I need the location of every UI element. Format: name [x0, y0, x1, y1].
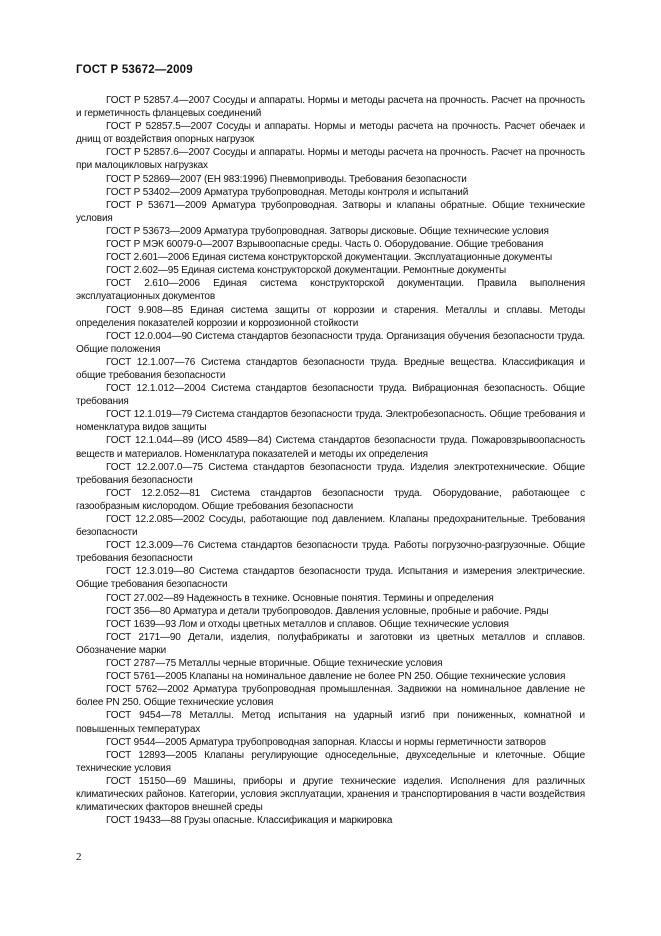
reference-entry: ГОСТ 12.1.019—79 Система стандартов безопасности труда. Электробезопасность. Общие требования и номенклатура видов защиты: [76, 409, 585, 434]
reference-entry: ГОСТ Р 52857.6—2007 Сосуды и аппараты. Нормы и методы расчета на прочность. Расчет на прочность при малоцикловых нагрузках: [76, 147, 585, 172]
reference-entry: ГОСТ 1639—93 Лом и отходы цветных металлов и сплавов. Общие технические условия: [106, 618, 509, 630]
reference-entry: ГОСТ 2.601—2006 Единая система конструкторской документации. Эксплуатационные документы: [106, 252, 553, 264]
reference-entry: ГОСТ Р МЭК 60079-0—2007 Взрывоопасные среды. Часть 0. Оборудование. Общие требования: [106, 239, 544, 251]
reference-entry: ГОСТ 2.602—95 Единая система конструкторской документации. Ремонтные документы: [106, 265, 507, 277]
reference-entry: ГОСТ 12893—2005 Клапаны регулирующие односедельные, двухседельные и клеточные. Общие технические условия: [76, 749, 585, 774]
reference-entry: ГОСТ Р 52869—2007 (ЕН 983:1996) Пневмоприводы. Требования безопасности: [106, 173, 467, 185]
reference-entry: ГОСТ 5762—2002 Арматура трубопроводная промышленная. Задвижки на номинальное давление не более PN 250. Общие технические условия: [76, 684, 585, 709]
reference-entry: ГОСТ 2.610—2006 Единая система конструкторской документации. Правила выполнения эксплуатационных документов: [76, 278, 585, 303]
reference-entry: ГОСТ Р 53671—2009 Арматура трубопроводная. Затворы и клапаны обратные. Общие технические условия: [76, 199, 585, 224]
reference-entry: ГОСТ 9454—78 Металлы. Метод испытания на ударный изгиб при пониженных, комнатной и повышенных температурах: [76, 710, 585, 735]
reference-entry: ГОСТ 9.908—85 Единая система защиты от коррозии и старения. Металлы и сплавы. Методы определения показателей коррозии и коррозионной стойкости: [76, 304, 585, 329]
reference-entry: ГОСТ Р 52857.5—2007 Сосуды и аппараты. Нормы и методы расчета на прочность. Расчет обечаек и днищ от воздействия опорных нагрузок: [76, 121, 585, 146]
reference-entry: ГОСТ 27.002—89 Надежность в технике. Основные понятия. Термины и определения: [106, 592, 494, 604]
reference-entry: ГОСТ 2171—90 Детали, изделия, полуфабрикаты и заготовки из цветных металлов и сплавов. Обозначение марки: [76, 631, 585, 656]
reference-entry: ГОСТ 5761—2005 Клапаны на номинальное давление не более PN 250. Общие технические условия: [106, 671, 566, 683]
reference-entry: ГОСТ 12.2.007.0—75 Система стандартов безопасности труда. Изделия электротехнические. Общие требования безопасности: [76, 461, 585, 486]
reference-entry: ГОСТ Р 52857.4—2007 Сосуды и аппараты. Нормы и методы расчета на прочность. Расчет на прочность и герметичность фланцевых соединений: [76, 95, 585, 120]
reference-entry: ГОСТ 2787—75 Металлы черные вторичные. Общие технические условия: [106, 658, 443, 670]
reference-entry: ГОСТ 9544—2005 Арматура трубопроводная запорная. Классы и нормы герметичности затворов: [106, 736, 546, 748]
reference-entry: ГОСТ 12.1.007—76 Система стандартов безопасности труда. Вредные вещества. Классификация и общие требования безопасности: [76, 356, 585, 381]
document-header: ГОСТ Р 53672—2009: [76, 64, 193, 76]
reference-entry: ГОСТ 356—80 Арматура и детали трубопроводов. Давления условные, пробные и рабочие. Ряды: [106, 605, 549, 617]
reference-entry: ГОСТ 19433—88 Грузы опасные. Классификация и маркировка: [106, 815, 393, 827]
reference-entry: ГОСТ 15150—69 Машины, приборы и другие технические изделия. Исполнения для различных климатических районов. Категории, условия эксплуатации, хранения и транспортирования в части воздействия климатических факторов внешней среды: [76, 775, 585, 814]
normative-references-list: [76, 94, 585, 827]
reference-entry: ГОСТ 12.2.085—2002 Сосуды, работающие под давлением. Клапаны предохранительные. Требования безопасности: [76, 514, 585, 539]
reference-entry: ГОСТ Р 53402—2009 Арматура трубопроводная. Методы контроля и испытаний: [106, 186, 469, 198]
reference-entry: ГОСТ 12.1.044—89 (ИСО 4589—84) Система стандартов безопасности труда. Пожаровзрывоопасность веществ и материалов. Номенклатура показателей и методы их определения: [76, 435, 585, 460]
reference-entry: ГОСТ 12.2.052—81 Система стандартов безопасности труда. Оборудование, работающее с газообразным кислородом. Общие требования безопасности: [76, 487, 585, 512]
reference-entry: ГОСТ 12.3.019—80 Система стандартов безопасности труда. Испытания и измерения электрические. Общие требования безопасности: [76, 566, 585, 591]
reference-entry: ГОСТ 12.3.009—76 Система стандартов безопасности труда. Работы погрузочно-разгрузочные. Общие требования безопасности: [76, 540, 585, 565]
reference-entry: ГОСТ 12.0.004—90 Система стандартов безопасности труда. Организация обучения безопасности труда. Общие положения: [76, 330, 585, 355]
reference-entry: ГОСТ Р 53673—2009 Арматура трубопроводная. Затворы дисковые. Общие технические условия: [106, 225, 549, 237]
reference-entry: ГОСТ 12.1.012—2004 Система стандартов безопасности труда. Вибрационная безопасность. Общие требования: [76, 383, 585, 408]
page-number: 2: [76, 851, 82, 863]
